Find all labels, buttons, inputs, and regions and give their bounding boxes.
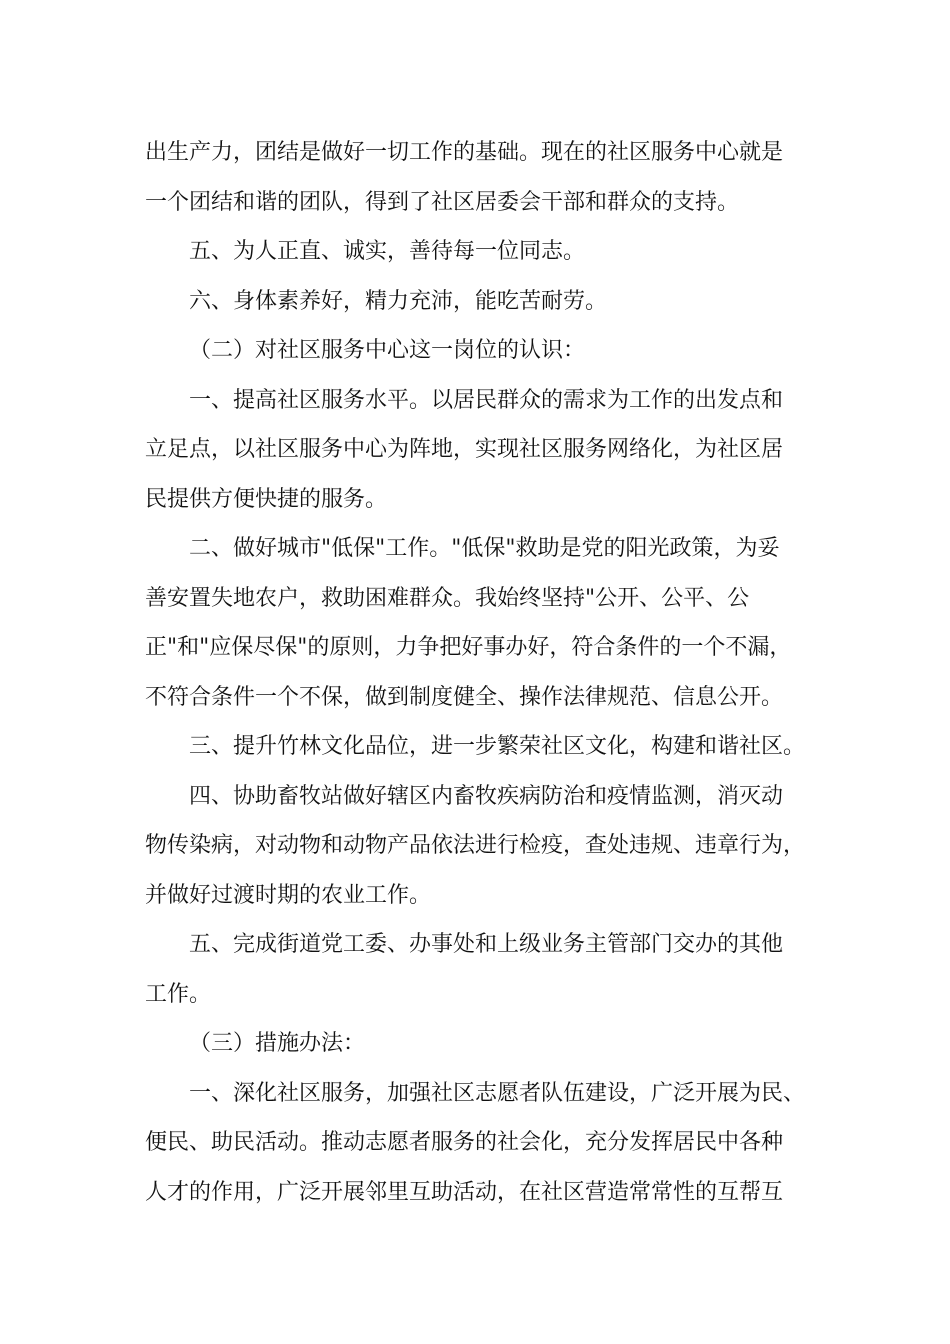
text-line: 不符合条件一个不保，做到制度健全、操作法律规范、信息公开。 — [145, 684, 784, 710]
text-line: 便民、助民活动。推动志愿者服务的社会化，充分发挥居民中各种 — [145, 1130, 784, 1155]
text-line: 民提供方便快捷的服务。 — [145, 486, 388, 512]
text-line: 一、提高社区服务水平。以居民群众的需求为工作的出发点和 — [189, 387, 784, 413]
text-line: 一、深化社区服务，加强社区志愿者队伍建设，广泛开展为民、 — [189, 1080, 806, 1106]
text-line: 四、协助畜牧站做好辖区内畜牧疾病防治和疫情监测，消灭动 — [189, 783, 784, 809]
text-line: 工作。 — [145, 981, 212, 1007]
text-line: 二、做好城市"低保"工作。"低保"救助是党的阳光政策，为妥 — [189, 536, 780, 561]
text-line: 六、身体素养好，精力充沛，能吃苦耐劳。 — [189, 288, 608, 314]
text-line: 立足点，以社区服务中心为阵地，实现社区服务网络化，为社区居 — [145, 437, 784, 462]
text-line: 物传染病，对动物和动物产品依法进行检疫，查处违规、违章行为， — [145, 833, 806, 858]
text-line: 善安置失地农户，救助困难群众。我始终坚持"公开、公平、公 — [145, 585, 750, 611]
text-line: 三、提升竹林文化品位，进一步繁荣社区文化，构建和谐社区。 — [189, 734, 806, 759]
section-heading: （三）措施办法： — [189, 1031, 366, 1056]
text-line: 五、完成街道党工委、办事处和上级业务主管部门交办的其他 — [189, 932, 784, 957]
text-line: 并做好过渡时期的农业工作。 — [145, 882, 432, 908]
text-line: 人才的作用，广泛开展邻里互助活动，在社区营造常常性的互帮互 — [145, 1179, 784, 1205]
text-line: 出生产力，团结是做好一切工作的基础。现在的社区服务中心就是 — [145, 140, 784, 165]
section-heading: （二）对社区服务中心这一岗位的认识： — [189, 338, 586, 363]
text-line: 五、为人正直、诚实，善待每一位同志。 — [189, 239, 586, 264]
document-body — [145, 128, 825, 1217]
text-line: 正"和"应保尽保"的原则，力争把好事办好，符合条件的一个不漏， — [145, 635, 792, 660]
text-line: 一个团结和谐的团队，得到了社区居委会干部和群众的支持。 — [145, 189, 740, 215]
